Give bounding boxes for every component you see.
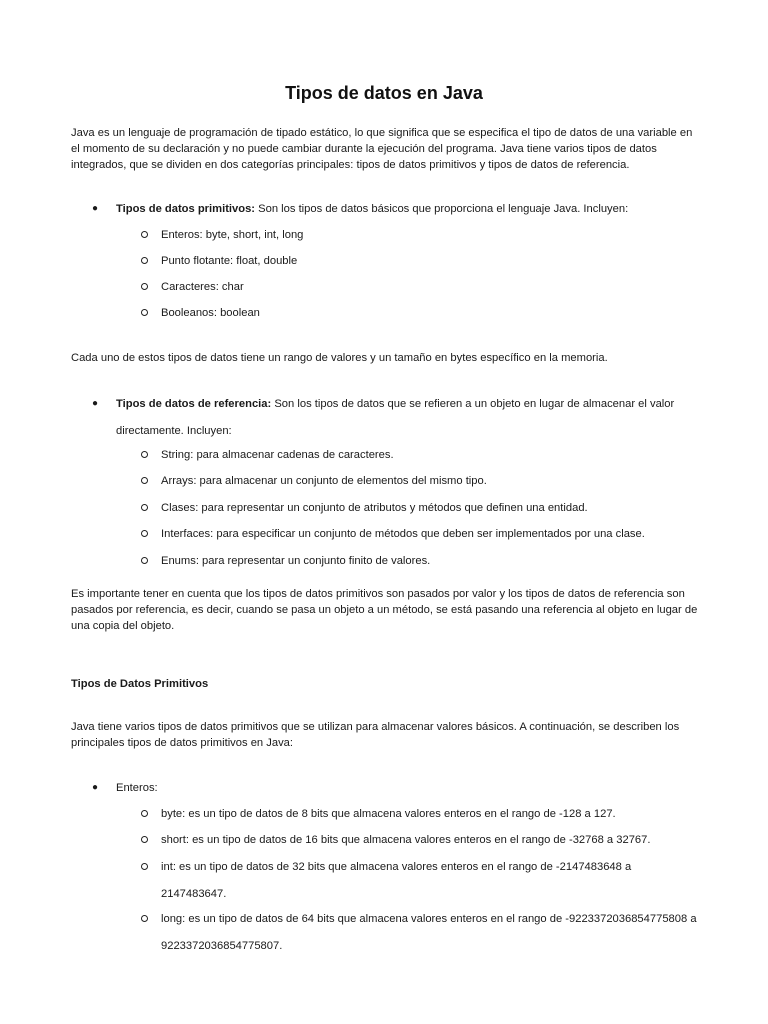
bold-label: Tipos de datos de referencia: [116, 398, 272, 410]
sub-list-item-text: Enteros: byte, short, int, long [161, 229, 304, 241]
rango-paragraph [71, 350, 704, 366]
circle-bullet-icon [141, 810, 148, 817]
circle-bullet-icon [141, 557, 148, 564]
circle-bullet-icon [141, 309, 148, 316]
circle-bullet-icon [141, 283, 148, 290]
list-item-text [116, 391, 708, 444]
circle-bullet-icon [141, 451, 148, 458]
circle-bullet-icon [141, 477, 148, 484]
circle-bullet-icon [141, 915, 148, 922]
sub-list-item-text: long: es un tipo de datos de 64 bits que almacena valores enteros en el rango de -9223372036854775808 a 9223372036854775807. [161, 913, 697, 952]
bold-label: Tipos de datos primitivos: [116, 203, 256, 215]
rango-text: Cada uno de estos tipos de datos tiene un rango de valores y un tamaño en bytes específico en la memoria. [71, 352, 608, 364]
circle-bullet-icon [141, 863, 148, 870]
section-heading: Tipos de Datos Primitivos [71, 678, 209, 690]
page-title: Tipos de datos en Java [285, 83, 483, 103]
sub-list-item-text: Caracteres: char [161, 281, 244, 293]
section2-intro-paragraph [71, 719, 704, 751]
sub-list-item-text: byte: es un tipo de datos de 8 bits que almacena valores enteros en el rango de -128 a 127. [161, 808, 616, 820]
intro-text: Java es un lenguaje de programación de tipado estático, lo que significa que se especifica el tipo de datos de una variable en el momento de su declaración y no puede cambiar durante la ejecución del programa. Java tiene varios tipos de datos integrados, que se dividen en dos categorías principales: tipos de datos primitivos y tipos de datos de referencia. [71, 127, 693, 171]
bullet-icon: ● [92, 782, 99, 793]
circle-bullet-icon [141, 836, 148, 843]
bullet-icon: ● [92, 398, 99, 409]
circle-bullet-icon [141, 530, 148, 537]
bullet-icon: ● [92, 203, 99, 214]
sub-list-item-text: Interfaces: para especificar un conjunto de métodos que deben ser implementados por una clase. [161, 528, 645, 540]
sub-list-item-text: int: es un tipo de datos de 32 bits que almacena valores enteros en el rango de -2147483648 a 2147483647. [161, 861, 632, 900]
sub-list-item-text: Enums: para representar un conjunto finito de valores. [161, 555, 431, 567]
sub-list-item-text: short: es un tipo de datos de 16 bits que almacena valores enteros en el rango de -32768 a 32767. [161, 834, 651, 846]
circle-bullet-icon [141, 504, 148, 511]
intro-paragraph [71, 125, 704, 173]
importante-text: Es importante tener en cuenta que los tipos de datos primitivos son pasados por valor y los tipos de datos de referencia son pasados por referencia, es decir, cuando se pasa un objeto a un método, se está pasando una referencia al objeto en lugar de una copia del objeto. [71, 588, 698, 632]
circle-bullet-icon [141, 231, 148, 238]
list-item-body: Son los tipos de datos que se refieren a un objeto en lugar de almacenar el valor directamente. Incluyen: [116, 398, 675, 437]
sub-list-item-text: Booleanos: boolean [161, 307, 260, 319]
importante-paragraph [71, 586, 704, 634]
list-item-text [116, 201, 708, 217]
list-item-body: Son los tipos de datos básicos que proporciona el lenguaje Java. Incluyen: [255, 203, 629, 215]
circle-bullet-icon [141, 257, 148, 264]
sub-list-item-text: Arrays: para almacenar un conjunto de elementos del mismo tipo. [161, 475, 487, 487]
section2-intro-text: Java tiene varios tipos de datos primitivos que se utilizan para almacenar valores básicos. A continuación, se describen los principales tipos de datos primitivos en Java: [71, 721, 680, 749]
list-item-text: Enteros: [116, 782, 158, 794]
sub-list-item-text: Clases: para representar un conjunto de atributos y métodos que definen una entidad. [161, 502, 588, 514]
sub-list-item-text: String: para almacenar cadenas de caracteres. [161, 449, 394, 461]
sub-list-item-text: Punto flotante: float, double [161, 255, 298, 267]
